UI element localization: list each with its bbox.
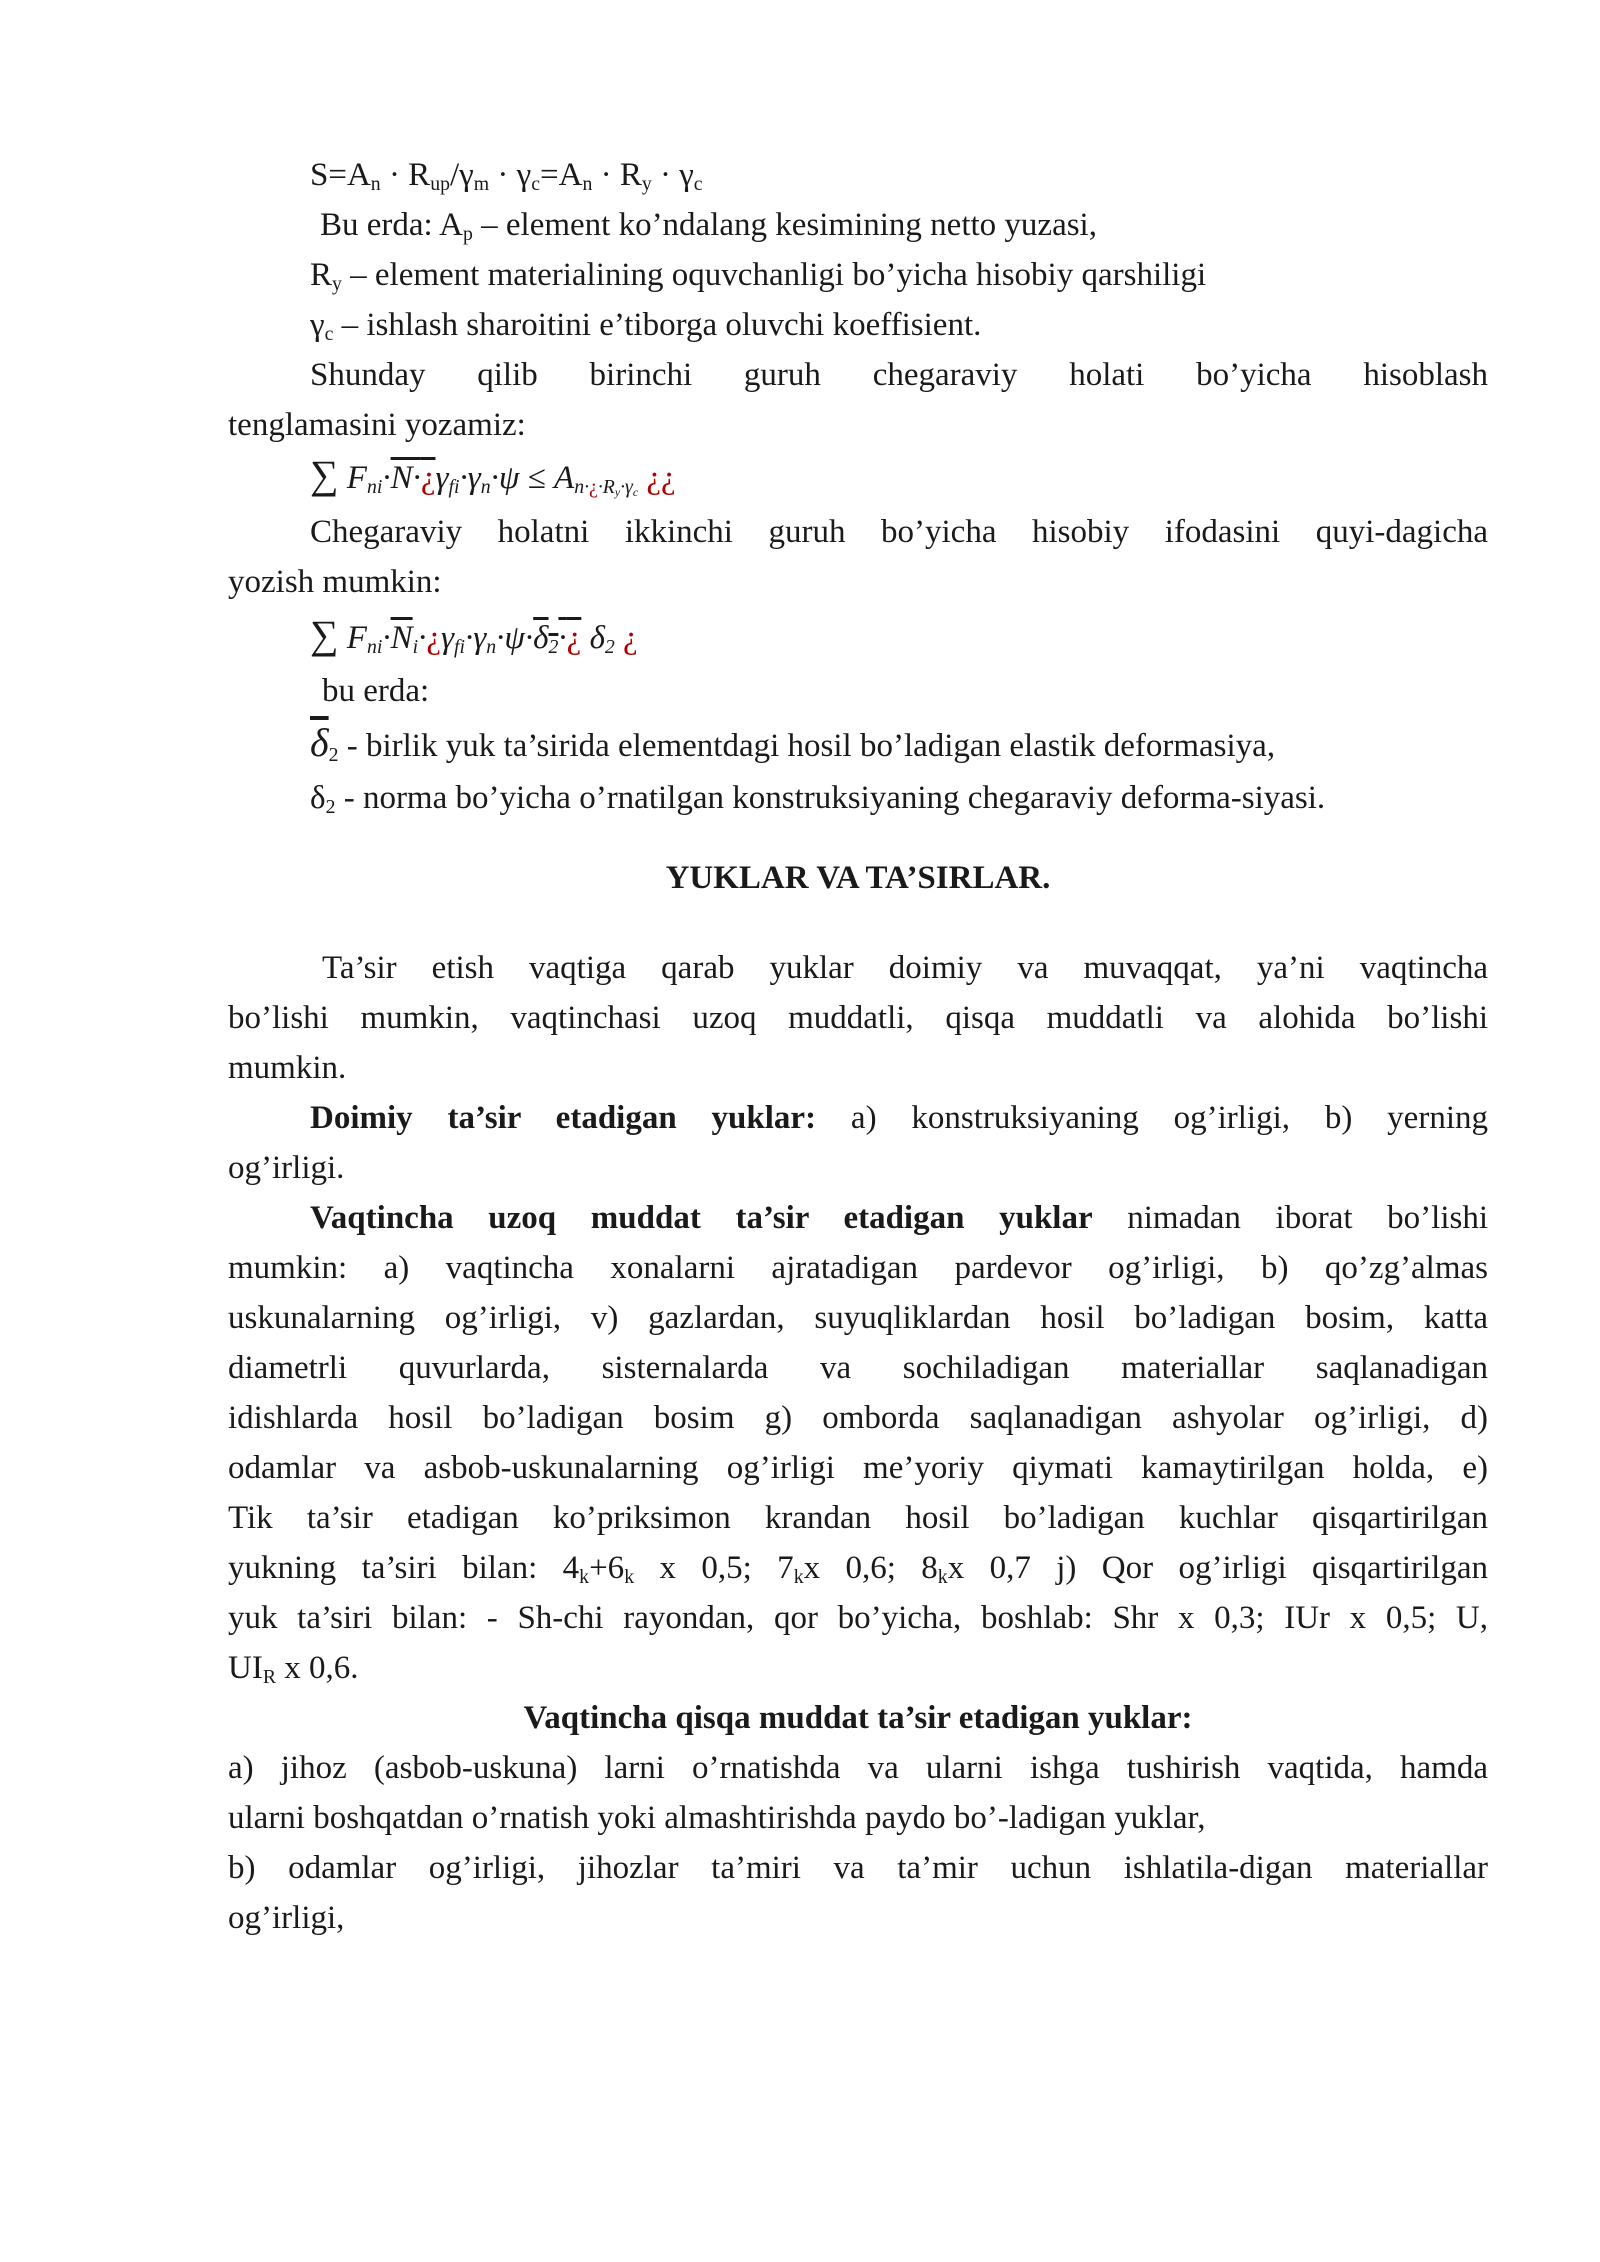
paragraph-line: diametrli quvurlarda, sisternalarda va sochiladigan materiallar saqlanadigan [228, 1350, 1488, 1386]
definition-delta-bar: $\overline{\delta}_2$ - birlik yuk ta’sirida elementdagi hosil bo’ladigan elastik deformasiya, [310, 720, 1276, 766]
paragraph-line: b) odamlar og’irligi, jihozlar ta’miri va ta’mir uchun ishlatila-digan materiallar [228, 1850, 1488, 1886]
paragraph-line: a) jihoz (asbob-uskuna) larni o’rnatishda va ularni ishga tushirish vaqtida, hamda [228, 1750, 1488, 1786]
section-heading: YUKLAR VA TA’SIRLAR. [665, 860, 1051, 896]
formula-second-group: ∑ $F_{ni}\cdot\overline{N}_i\cdot¿\gamma_{fi}\cdot\gamma_n\cdot\psi\cdot\delta_2\cdot¿$ $\delta_2$ ¿ [310, 612, 638, 658]
paragraph-line: mumkin: a) vaqtincha xonalarni ajratadigan pardevor og’irligi, b) qo’zg’almas [228, 1250, 1488, 1286]
paragraph-qisqa [228, 1743, 1488, 1943]
paragraph-line: tenglamasini yozamiz: [228, 407, 526, 443]
paragraph-line: ularni boshqatdan o’rnatish yoki almashtirishda paydo bo’-ladigan yuklar, [228, 1800, 1206, 1836]
definition-line: $\gamma_c$ – ishlash sharoitini e’tiborga oluvchi koeffisient. [310, 307, 982, 345]
paragraph-intro [228, 943, 1488, 1093]
paragraph-line: yozish mumkin: [228, 564, 442, 600]
paragraph-line: Ta’sir etish vaqtiga qarab yuklar doimiy va muvaqqat, ya’ni vaqtincha [322, 950, 1488, 986]
paragraph-line: yukning ta’siri bilan: $4_k+6_k$ x 0,5; $7_kx$ 0,6; $8_kx$ 0,7 j) Qor og’irligi qisqartirilgan [228, 1550, 1489, 1588]
paragraph-line: idishlarda hosil bo’ladigan bosim g) omborda saqlanadigan ashyolar og’irligi, d) [228, 1400, 1488, 1436]
paragraph-line: uskunalarning og’irligi, v) gazlardan, suyuqliklardan hosil bo’ladigan bosim, katta [228, 1300, 1488, 1336]
paragraph-line: Shunday qilib birinchi guruh chegaraviy holati bo’yicha hisoblash [310, 357, 1488, 393]
document-page [228, 150, 1488, 1943]
formula-strength: $S=A_n \cdot R_{up}/\gamma_m \cdot \gamma_c=A_n \cdot R_y \cdot \gamma_c$ [310, 157, 703, 195]
paragraph-line: Vaqtincha uzoq muddat ta’sir etadigan yuklar nimadan iborat bo’lishi [310, 1200, 1488, 1236]
definition-line: $R_y$ – element materialining oquvchanligi bo’yicha hisobiy qarshiligi [310, 257, 1207, 295]
label-bu-erda: bu erda: [322, 673, 430, 709]
paragraph-doimiy [228, 1093, 1488, 1193]
paragraph-uzoq [228, 1193, 1488, 1693]
paragraph-line: Doimiy ta’sir etadigan yuklar: a) konstruksiyaning og’irligi, b) yerning [310, 1100, 1488, 1136]
paragraph-line: og’irligi, [228, 1900, 345, 1936]
paragraph-line: odamlar va asbob-uskunalarning og’irligi me’yoriy qiymati kamaytirilgan holda, e) [228, 1450, 1488, 1486]
paragraph-line: Tik ta’sir etadigan ko’priksimon krandan hosil bo’ladigan kuchlar qisqartirilgan [228, 1500, 1488, 1536]
paragraph-line: Chegaraviy holatni ikkinchi guruh bo’yicha hisobiy ifodasini quyi-dagicha [310, 514, 1488, 550]
paragraph-line: $UI_R$ x 0,6. [228, 1650, 359, 1688]
paragraph-line: og’irligi. [228, 1150, 345, 1186]
definition-line: Bu erda: $A_p$ – element ko’ndalang kesimining netto yuzasi, [320, 207, 1097, 245]
paragraph-line: bo’lishi mumkin, vaqtinchasi uzoq muddatli, qisqa muddatli va alohida bo’lishi [228, 1000, 1488, 1036]
paragraph-line: mumkin. [228, 1050, 347, 1086]
formula-first-group: ∑ $F_{ni}\cdot N\cdot¿\gamma_{fi}\cdot\gamma_n\cdot\psi \le A_{n\cdot¿\cdot R_y\cdot\gamma_c}$ ¿¿ [310, 452, 676, 499]
subsection-heading: Vaqtincha qisqa muddat ta’sir etadigan yuklar: [523, 1700, 1193, 1736]
paragraph-line: yuk ta’siri bilan: - Sh-chi rayondan, qor bo’yicha, boshlab: Shr x 0,3; IUr x 0,5; U, [228, 1600, 1488, 1636]
definition-delta: $\delta_2$ - norma bo’yicha o’rnatilgan konstruksiyaning chegaraviy deforma-siyasi. [310, 780, 1326, 818]
